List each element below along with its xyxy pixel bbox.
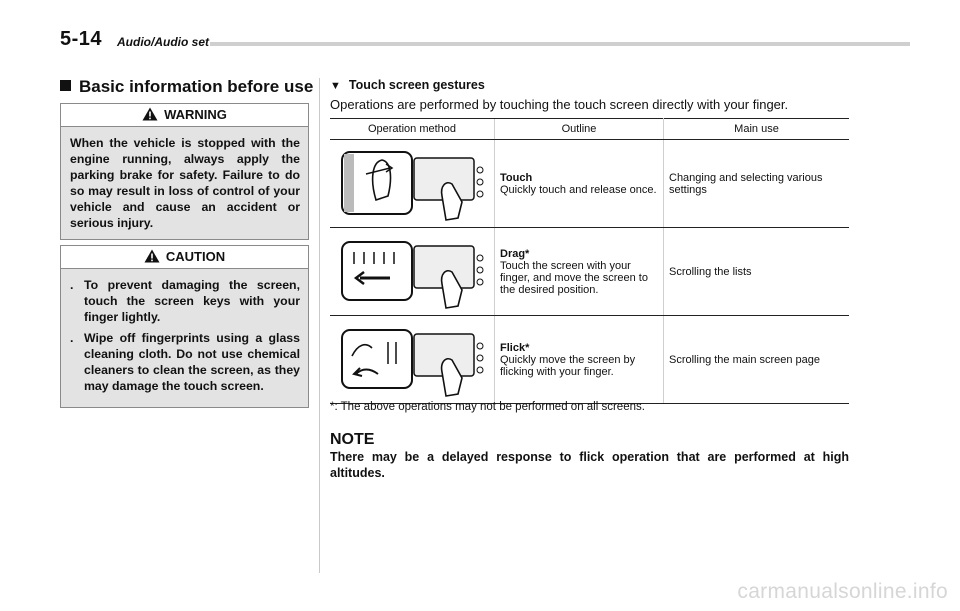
page-number: 5-14 [60,28,103,50]
flick-gesture-illustration [330,316,494,400]
basic-info-heading: Basic information before use [60,77,313,97]
table-row [330,228,849,316]
bullet-dot-icon: . [70,278,74,292]
header-rule [210,42,910,46]
warning-title: WARNING [164,107,227,122]
col-header-use: Main use [664,119,850,140]
drag-gesture-illustration [330,228,494,312]
caution-item: . To prevent damaging the screen, touch the screen keys with your finger lightly. [70,278,300,324]
flick-main-use: Scrolling the main screen page [664,316,850,404]
table-row [330,140,849,228]
touch-main-use: Changing and selecting various settings [664,140,850,228]
watermark: carmanualsonline.info [737,580,948,603]
gestures-heading: ▼ Touch screen gestures [330,78,485,92]
note-title: NOTE [330,431,375,448]
intro-text: Operations are performed by touching the touch screen directly with your finger. [330,97,789,112]
drag-outline: Drag* Touch the screen with your finger, and move the screen to the desired position. [495,228,664,316]
warning-box [60,103,309,240]
gestures-table [330,118,849,404]
touch-outline: Touch Quickly touch and release once. [495,140,664,228]
warning-text: When the vehicle is stopped with the engine running, always apply the parking brake for safety. Failure to do so may result in loss of control of your vehicle and cause an accident or serious injury. [70,136,300,230]
touch-illustration [330,140,495,228]
flick-outline: Flick* Quickly move the screen by flicking with your finger. [495,316,664,404]
page-header [60,28,850,50]
warning-header [61,104,308,127]
caution-list [61,269,308,407]
section-title: Audio/Audio set [117,35,209,49]
caution-item: . Wipe off fingerprints using a glass cleaning cloth. Do not use chemical cleaners to clean the screen, as they may damage the touch screen. [70,331,300,393]
col-header-outline: Outline [495,119,664,140]
note-text: There may be a delayed response to flick operation that are performed at high altitudes. [330,450,849,480]
square-bullet-icon [60,80,71,91]
bullet-dot-icon: . [70,331,74,345]
col-header-method: Operation method [330,119,495,140]
caution-triangle-icon [144,248,160,270]
triangle-down-icon: ▼ [330,80,341,92]
caution-box [60,245,309,408]
footnote: *: The above operations may not be performed on all screens. [330,401,645,413]
drag-main-use: Scrolling the lists [664,228,850,316]
flick-illustration [330,316,495,404]
drag-illustration [330,228,495,316]
column-divider [319,78,320,573]
table-row [330,316,849,404]
warning-triangle-icon [142,106,158,128]
caution-title: CAUTION [165,249,226,264]
touch-gesture-illustration [330,140,494,224]
caution-header [61,246,308,269]
